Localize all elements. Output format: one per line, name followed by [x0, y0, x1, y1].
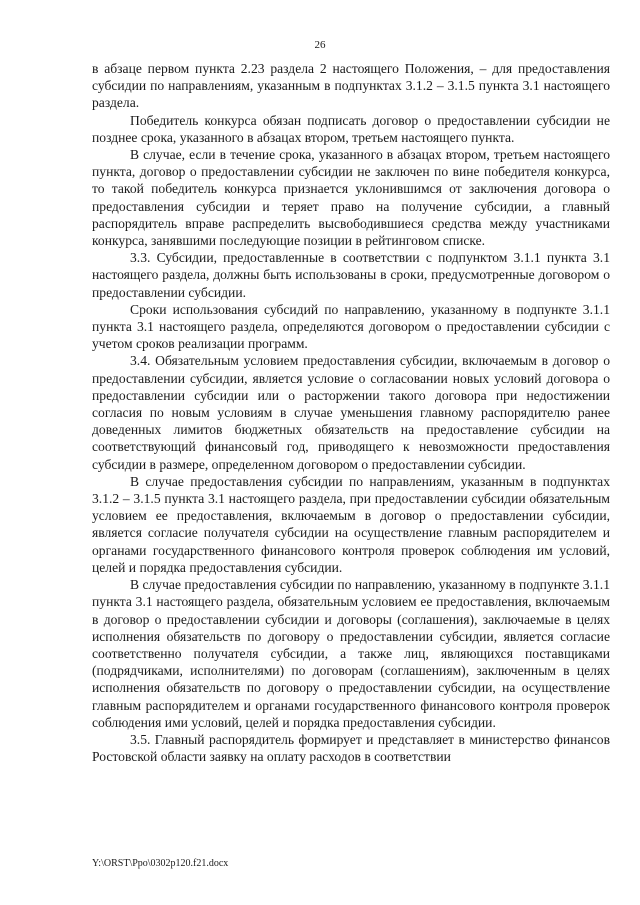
paragraph-8: В случае предоставления субсидии по направлению, указанному в подпункте 3.1.1 пункта 3.1 настоящего раздела, обязательным условием ее предоставления, включаемым в договор о предоставлении субсидии и договоры (соглашения), заключаемые в целях исполнения обязательств по договору о предоставлении субсидии, является согласие соответственно получателя субсидии, а также лиц, являющихся поставщиками (подрядчиками, исполнителями) по договорам (соглашениям), заключенным в целях исполнения обязательств по договору о предоставлении субсидии, на осуществление главным распорядителем и органами государственного финансового контроля проверок соблюдения ими условий, целей и порядка предоставления субсидии.	[92, 577, 610, 730]
page-number: 26	[314, 39, 326, 51]
paragraph-1: в абзаце первом пункта 2.23 раздела 2 настоящего Положения, – для предоставления субсидии по направлениям, указанным в подпунктах 3.1.2 – 3.1.5 пункта 3.1 настоящего раздела.	[92, 61, 610, 111]
paragraph-7: В случае предоставления субсидии по направлениям, указанным в подпунктах 3.1.2 – 3.1.5 пункта 3.1 настоящего раздела, при предоставлении субсидии обязательным условием ее предоставления, включаемым в договор о предоставлении субсидии, является согласие получателя субсидии на осуществление главным распорядителем и органами государственного финансового контроля проверок соблюдения им условий, целей и порядка предоставления субсидии.	[92, 473, 610, 575]
paragraph-3: В случае, если в течение срока, указанного в абзацах втором, третьем настоящего пункта, договор о предоставлении субсидии не заключен по вине победителя конкурса, то такой победитель конкурса признается уклонившимся от заключения договора о предоставления субсидии и теряет право на получение субсидии, а главный распорядитель вправе распределить высвободившиеся средства между участниками конкурса, занявшими последующие позиции в рейтинговом списке.	[92, 147, 610, 249]
footer-file-path: Y:\ORST\Ppo\0302p120.f21.docx	[92, 858, 229, 869]
paragraph-4: 3.3. Субсидии, предоставленные в соответствии с подпунктом 3.1.1 пункта 3.1 настоящего раздела, должны быть использованы в сроки, предусмотренные договором о предоставлении субсидии.	[92, 250, 610, 300]
paragraph-5: Сроки использования субсидий по направлению, указанному в подпункте 3.1.1 пункта 3.1 настоящего раздела, определяются договором о предоставлении субсидии с учетом сроков реализации программ.	[92, 301, 610, 352]
paragraph-6: 3.4. Обязательным условием предоставления субсидии, включаемым в договор о предоставлении субсидии, является условие о согласовании новых условий договора о предоставлении субсидии или о расторжении такого договора при недостижении согласия по новым условиям в случае уменьшения главному распорядителю ранее доведенных лимитов бюджетных обязательств на предоставление субсидии на соответствующий финансовый год, приводящего к невозможности предоставления субсидии в размере, определенном договором о предоставлении субсидии.	[92, 353, 610, 472]
paragraph-2: Победитель конкурса обязан подписать договор о предоставлении субсидии не позднее срока, указанного в абзацах втором, третьем настоящего пункта.	[92, 112, 610, 145]
paragraph-9: 3.5. Главный распорядитель формирует и представляет в министерство финансов Ростовской области заявку на оплату расходов в соответствии	[92, 731, 610, 765]
document-body	[92, 60, 610, 765]
